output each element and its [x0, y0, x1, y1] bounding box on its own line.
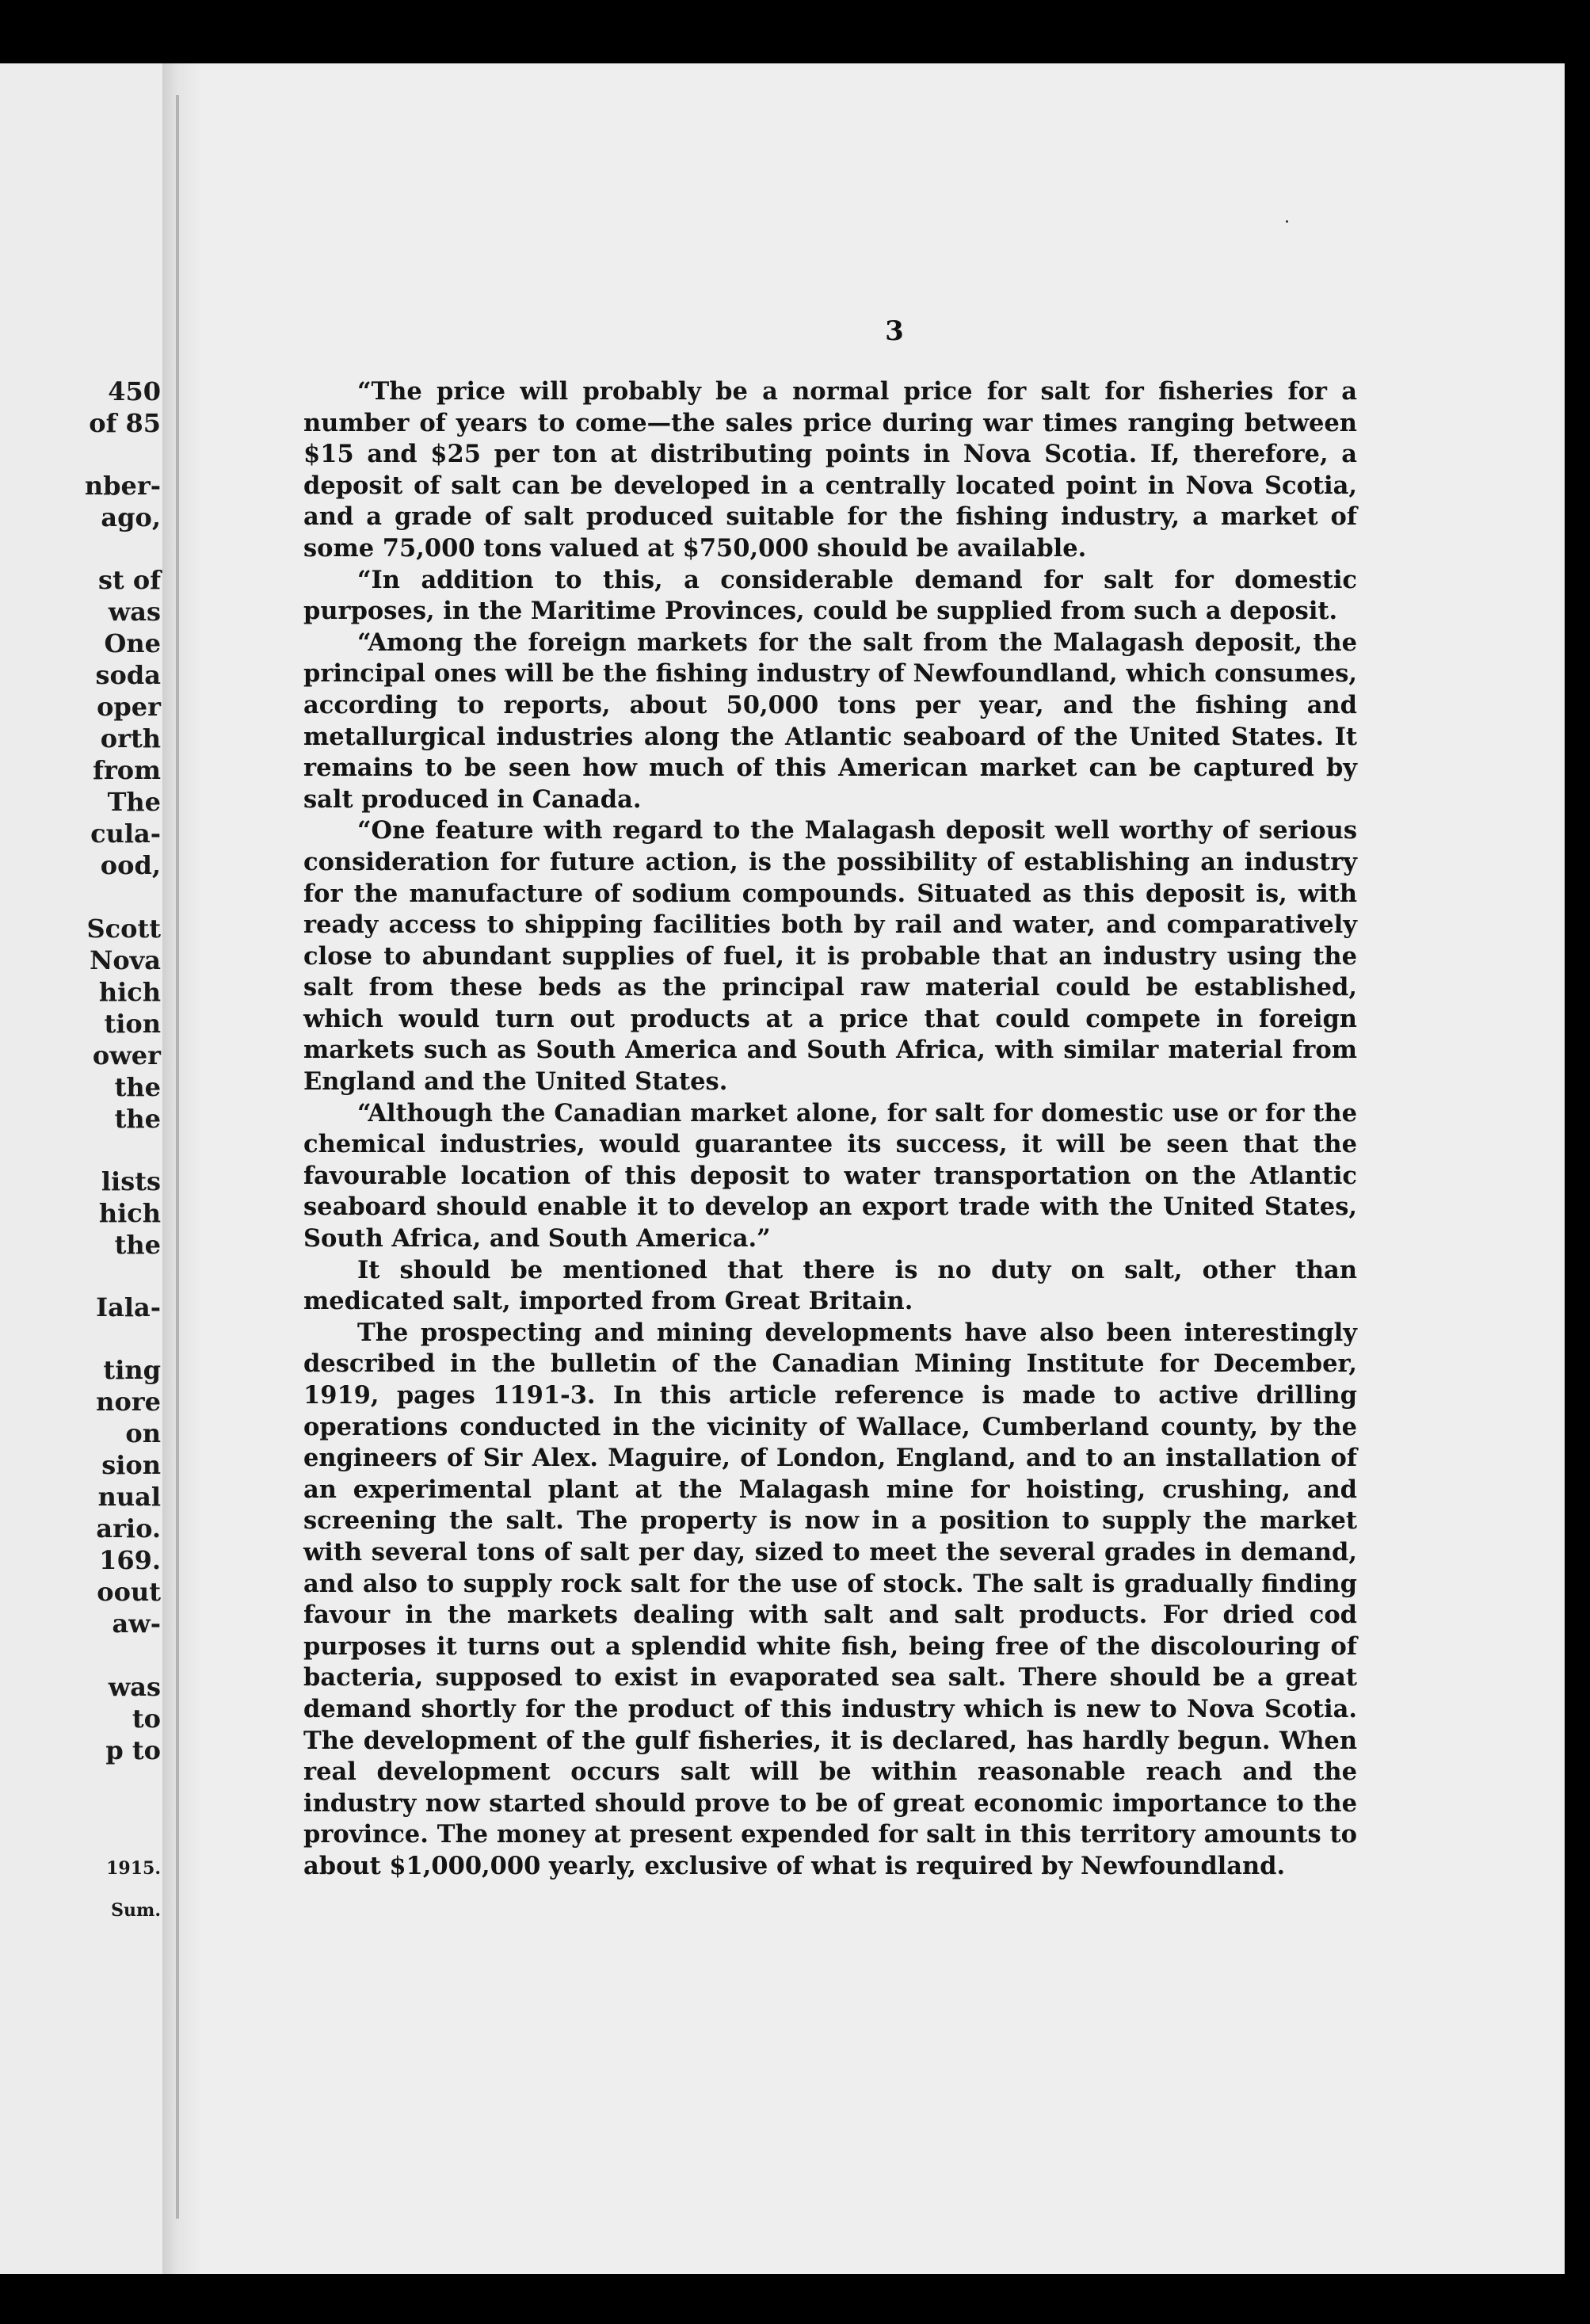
fragment-line: lists: [101, 1166, 161, 1196]
fragment-line: 169.: [99, 1545, 161, 1575]
fragment-line: hich: [98, 977, 161, 1007]
fragment-line: to: [132, 1704, 161, 1734]
document-page: [200, 63, 1565, 2274]
fragment-line: nual: [97, 1482, 161, 1512]
fragment-line: sion: [101, 1450, 161, 1480]
fragment-line: The: [107, 787, 161, 817]
paragraph: “Among the foreign markets for the salt from the Malagash deposit, the principal ones will be the fishing industry of Newfoundland, which consumes, according to reports, about 50,000 tons per year, and the fishing and metallurgical industries along the Atlantic seaboard of the United States. It remains to be seen how much of this American market can be captured by salt produced in Canada.: [303, 628, 1357, 814]
fragment-line: Sum.: [111, 1900, 161, 1921]
fragment-line: 450: [108, 376, 161, 406]
paragraph: “In addition to this, a considerable demand for salt for domestic purposes, in the Maritime Provinces, could be supplied from such a deposit.: [303, 565, 1357, 626]
fragment-line: ago,: [101, 502, 161, 532]
fragment-line: tion: [104, 1009, 161, 1039]
paragraph: “The price will probably be a normal price for salt for fisheries for a number of years to come—the sales price during war times ranging between $15 and $25 per ton at distributing points in Nova Scotia. If, therefore, a deposit of salt can be developed in a centrally located point in Nova Scotia, and a grade of salt produced suitable for the fishing industry, a market of some 75,000 tons valued at $750,000 should be available.: [303, 377, 1357, 563]
fragment-line: was: [108, 1672, 161, 1702]
fragment-line: ario.: [96, 1513, 161, 1544]
fragment-line: nber-: [84, 471, 161, 501]
dust-speck: [1286, 220, 1288, 223]
fragment-line: Iala-: [96, 1292, 161, 1322]
page-number: 3: [885, 315, 904, 347]
fragment-line: ood,: [100, 850, 161, 880]
fragment-line: Scott: [86, 914, 161, 944]
fragment-line: on: [125, 1418, 161, 1448]
fragment-line: cula-: [90, 819, 161, 849]
fragment-line: soda: [95, 660, 161, 690]
fragment-line: 1915.: [106, 1858, 161, 1879]
spine-shadow: [176, 95, 179, 2219]
fragment-line: the: [114, 1230, 161, 1260]
body-text: [303, 376, 1357, 1883]
fragment-line: st of: [97, 565, 161, 595]
previous-page-edge: [0, 63, 162, 2274]
fragment-line: the: [114, 1104, 161, 1134]
fragment-line: the: [114, 1072, 161, 1102]
paragraph: It should be mentioned that there is no duty on salt, other than medicated salt, imported from Great Britain.: [303, 1255, 1357, 1316]
fragment-line: One: [104, 628, 161, 658]
fragment-line: Nova: [90, 945, 161, 975]
fragment-line: p to: [105, 1735, 161, 1765]
book-gutter: [162, 63, 200, 2274]
fragment-line: of 85: [89, 408, 161, 438]
paragraph: “Although the Canadian market alone, for salt for domestic use or for the chemical industries, would guarantee its success, it will be seen that the favourable location of this deposit to water transportation on the Atlantic seaboard should enable it to develop an export trade with the United States, South Africa, and South America.”: [303, 1098, 1357, 1254]
fragment-line: aw-: [112, 1608, 161, 1639]
fragment-line: oper: [97, 692, 161, 722]
paragraph: The prospecting and mining developments have also been interestingly described in the bulletin of the Canadian Mining Institute for December, 1919, pages 1191-3. In this article reference is made to active drilling operations conducted in the vicinity of Wallace, Cumberland county, by the engineers of Sir Alex. Maguire, of London, England, and to an installation of an experimental plant at the Malagash mine for hoisting, crushing, and screening the salt. The property is now in a position to supply the market with several tons of salt per day, sized to meet the several grades in demand, and also to supply rock salt for the use of stock. The salt is gradually finding favour in the markets dealing with salt and salt products. For dried cod purposes it turns out a splendid white fish, being free of the discolouring of bacteria, supposed to exist in evaporated sea salt. There should be a great demand shortly for the product of this industry which is new to Nova Scotia. The development of the gulf fisheries, it is declared, has hardly begun. When real development occurs salt will be within reasonable reach and the industry now started should prove to be of great economic importance to the province. The money at present expended for salt in this territory amounts to about $1,000,000 yearly, exclusive of what is required by Newfoundland.: [303, 1318, 1357, 1880]
fragment-line: nore: [96, 1387, 161, 1417]
fragment-line: orth: [100, 723, 161, 754]
fragment-line: from: [93, 755, 161, 785]
fragment-line: oout: [97, 1577, 161, 1607]
fragment-line: ting: [103, 1355, 161, 1385]
paragraph: “One feature with regard to the Malagash deposit well worthy of serious consideration for future action, is the possibility of establishing an industry for the manufacture of sodium compounds. Situated as this deposit is, with ready access to shipping facilities both by rail and water, and comparatively close to abundant supplies of fuel, it is probable that an industry using the salt from these beds as the principal raw material could be established, which would turn out products at a price that could compete in foreign markets such as South America and South Africa, with similar material from England and the United States.: [303, 816, 1357, 1097]
fragment-line: hich: [98, 1198, 161, 1228]
fragment-line: ower: [92, 1040, 161, 1070]
fragment-line: was: [108, 597, 161, 627]
